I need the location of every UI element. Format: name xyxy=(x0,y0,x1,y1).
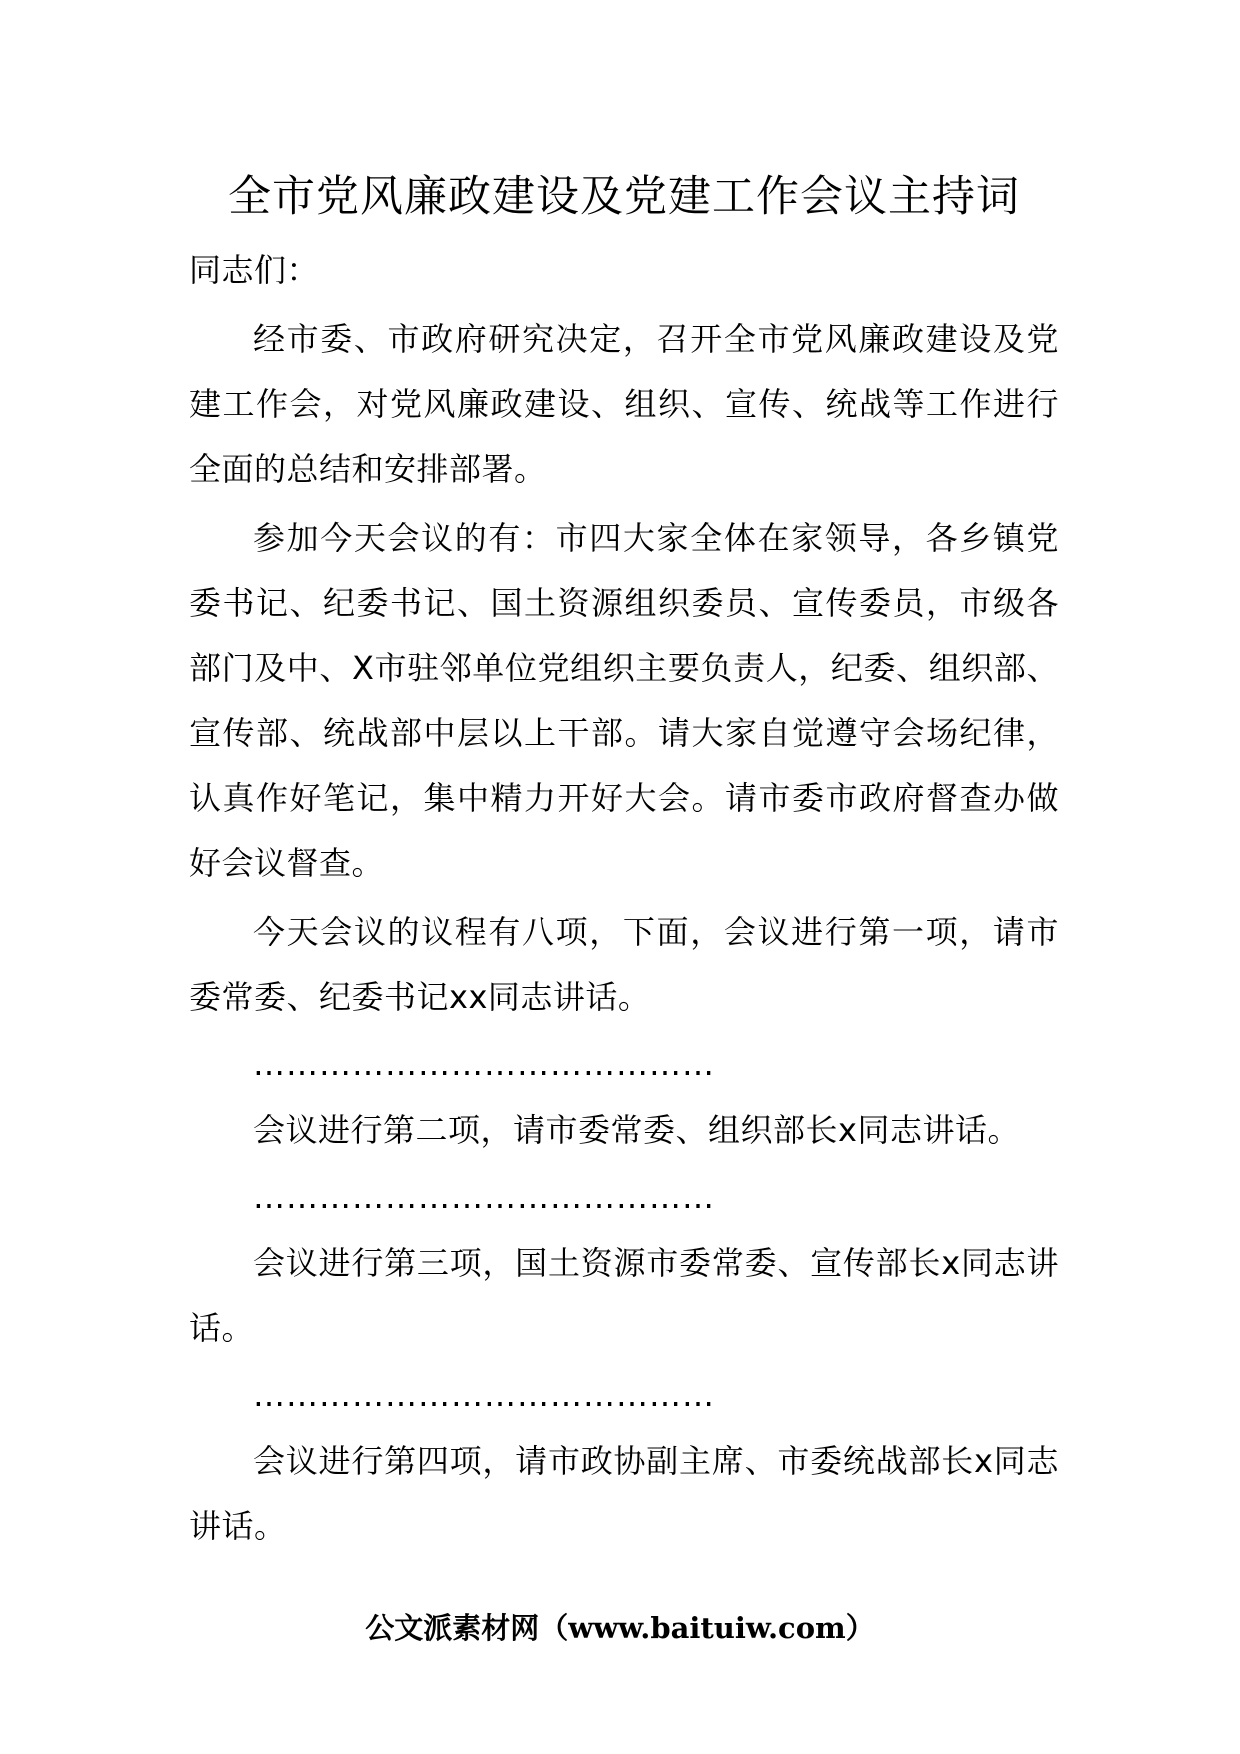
footer-source: 公文派素材网（www.baituiw.com） xyxy=(365,1611,875,1645)
ellipsis-separator: …………………………………… xyxy=(253,1045,715,1083)
paragraph-agenda-item-2: 会议进行第二项，请市委常委、组织部长x同志讲话。 xyxy=(253,1111,1020,1149)
document-title: 全市党风廉政建设及党建工作会议主持词 xyxy=(228,172,1020,222)
paragraph-agenda-item-1: 今天会议的议程有八项，下面，会议进行第一项，请市委常委、纪委书记xx同志讲话。 xyxy=(189,913,1059,1016)
paragraph-attendees: 参加今天会议的有：市四大家全体在家领导，各乡镇党委书记、纪委书记、国土资源组织委员、宣传委员，市级各部门及中、X市驻邻单位党组织主要负责人，纪委、组织部、宣传部、统战部中层以上干部。请大家自觉遵守会场纪律，认真作好笔记，集中精力开好大会。请市委市政府督查办做好会议督查。 xyxy=(189,519,1059,882)
ellipsis-separator: …………………………………… xyxy=(253,1178,715,1216)
document-page xyxy=(189,0,1059,1754)
salutation: 同志们： xyxy=(189,251,320,289)
ellipsis-separator: …………………………………… xyxy=(253,1376,715,1414)
paragraph-agenda-item-4: 会议进行第四项，请市政协副主席、市委统战部长x同志讲话。 xyxy=(189,1442,1059,1545)
document-body xyxy=(189,238,1059,1559)
paragraph-intro: 经市委、市政府研究决定，召开全市党风廉政建设及党建工作会，对党风廉政建设、组织、宣传、统战等工作进行全面的总结和安排部署。 xyxy=(189,320,1059,488)
paragraph-agenda-item-3: 会议进行第三项，国土资源市委常委、宣传部长x同志讲话。 xyxy=(189,1244,1059,1347)
